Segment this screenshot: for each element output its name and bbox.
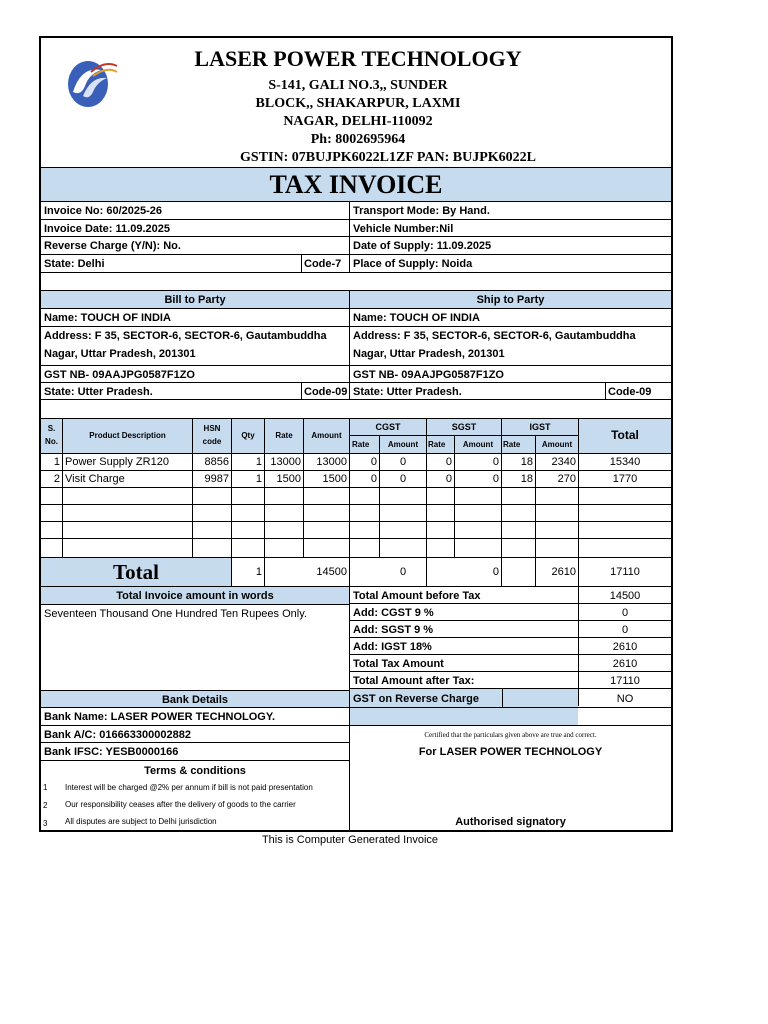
col-sno-1: S. — [47, 424, 56, 433]
company-name: LASER POWER TECHNOLOGY — [194, 46, 522, 71]
invoice-sheet — [39, 36, 673, 832]
ship-to-heading: Ship to Party — [476, 294, 545, 306]
ship-to-address-2: Nagar, Uttar Pradesh, 201301 — [353, 348, 505, 360]
item-1-sgst-amount: 0 — [492, 456, 499, 468]
item-1-cgst-amount: 0 — [399, 456, 407, 468]
col-cgst-rate: Rate — [352, 440, 370, 449]
transport-mode: Transport Mode: By Hand. — [353, 205, 490, 217]
place-of-supply: Place of Supply: Noida — [353, 258, 473, 270]
summary-value-6: 17110 — [610, 675, 640, 687]
vehicle-number: Vehicle Number:Nil — [353, 223, 454, 235]
ship-to-gst: GST NB- 09AAJPG0587F1ZO — [353, 369, 504, 381]
summary-label-5: Total Tax Amount — [353, 658, 444, 670]
col-cgst-amount: Amount — [387, 440, 419, 449]
term-1-num: 1 — [43, 783, 48, 792]
summary-label-2: Add: CGST 9 % — [353, 607, 434, 619]
invoice-title: TAX INVOICE — [269, 170, 443, 199]
item-2-cgst-rate: 0 — [370, 473, 377, 485]
ship-to-name: Name: TOUCH OF INDIA — [353, 312, 480, 324]
col-total: Total — [611, 428, 639, 442]
item-2-sgst-amount: 0 — [492, 473, 499, 485]
col-qty: Qty — [241, 431, 255, 440]
total-igst-amount: 2610 — [551, 566, 576, 578]
item-1-rate: 13000 — [270, 456, 301, 468]
authorised-signatory: Authorised signatory — [455, 816, 566, 828]
col-igst-amount: Amount — [541, 440, 573, 449]
bill-to-name: Name: TOUCH OF INDIA — [44, 312, 171, 324]
item-2-rate: 1500 — [276, 473, 301, 485]
reverse-charge: Reverse Charge (Y/N): No. — [44, 240, 181, 252]
item-1-total: 15340 — [609, 456, 641, 468]
term-3-text: All disputes are subject to Delhi jurisdiction — [65, 817, 217, 826]
bill-to-gst: GST NB- 09AAJPG0587F1ZO — [44, 369, 195, 381]
item-1-igst-rate: 18 — [520, 456, 533, 468]
seller-state: State: Delhi — [44, 258, 105, 270]
reverse-gst-value: NO — [616, 693, 634, 705]
item-2-sno: 2 — [53, 473, 60, 485]
col-igst-rate: Rate — [503, 440, 521, 449]
terms-heading: Terms & conditions — [144, 765, 246, 777]
col-hsn-2: code — [202, 437, 222, 446]
term-1-text: Interest will be charged @2% per annum if bill is not paid presentation — [65, 783, 313, 792]
item-1-qty: 1 — [255, 456, 262, 468]
col-igst: IGST — [529, 422, 551, 432]
bank-heading: Bank Details — [161, 694, 229, 706]
total-label: Total — [113, 560, 159, 584]
bill-to-code: Code-09 — [304, 386, 348, 398]
summary-label-6: Total Amount after Tax: — [353, 675, 475, 687]
col-hsn-1: HSN — [203, 424, 221, 433]
address-line-3: NAGAR, DELHI-110092 — [283, 114, 433, 129]
seller-state-code: Code-7 — [304, 258, 342, 270]
item-1-hsn: 8856 — [204, 456, 229, 468]
item-1-sno: 1 — [53, 456, 60, 468]
item-2-hsn: 9987 — [204, 473, 229, 485]
date-of-supply: Date of Supply: 11.09.2025 — [353, 240, 492, 252]
grand-total: 17110 — [610, 566, 640, 578]
summary-label-3: Add: SGST 9 % — [353, 624, 434, 636]
col-sgst-rate: Rate — [428, 440, 446, 449]
total-sgst-amount: 0 — [492, 566, 499, 578]
col-cgst: CGST — [375, 422, 401, 432]
bill-to-state: State: Utter Pradesh. — [44, 386, 153, 398]
summary-label-4: Add: IGST 18% — [353, 641, 432, 653]
summary-label-1: Total Amount before Tax — [353, 590, 481, 602]
col-sgst-amount: Amount — [462, 440, 494, 449]
bill-to-address-2: Nagar, Uttar Pradesh, 201301 — [44, 348, 196, 360]
item-2-igst-amount: 270 — [557, 473, 576, 485]
col-description: Product Description — [89, 431, 166, 440]
shell-logo-icon — [61, 52, 119, 110]
term-3-num: 3 — [43, 819, 48, 828]
item-2-igst-rate: 18 — [520, 473, 533, 485]
amount-in-words: Seventeen Thousand One Hundred Ten Rupees Only. — [44, 608, 307, 620]
for-company: For LASER POWER TECHNOLOGY — [418, 746, 603, 758]
computer-generated-footer: This is Computer Generated Invoice — [261, 834, 439, 846]
address-line-1: S-141, GALI NO.3,, SUNDER — [268, 78, 448, 93]
item-1-sgst-rate: 0 — [445, 456, 452, 468]
item-1-amount: 13000 — [316, 456, 347, 468]
words-heading: Total Invoice amount in words — [116, 590, 274, 602]
address-line-2: BLOCK,, SHAKARPUR, LAXMI — [255, 96, 461, 111]
item-2-sgst-rate: 0 — [445, 473, 452, 485]
col-sno-2: No. — [45, 437, 58, 446]
ship-to-address-1: Address: F 35, SECTOR-6, SECTOR-6, Gautambuddha — [353, 330, 636, 342]
company-phone: Ph: 8002695964 — [310, 132, 406, 147]
total-qty: 1 — [255, 566, 262, 578]
item-1-cgst-rate: 0 — [370, 456, 377, 468]
summary-value-4: 2610 — [612, 641, 638, 653]
summary-value-3: 0 — [621, 624, 629, 636]
bank-account: Bank A/C: 016663300002882 — [44, 729, 191, 741]
gstin-pan: GSTIN: 07BUJPK6022L1ZF PAN: BUJPK6022L — [240, 150, 536, 165]
item-2-total: 1770 — [612, 473, 638, 485]
bill-to-heading: Bill to Party — [164, 294, 226, 306]
summary-value-2: 0 — [621, 607, 629, 619]
item-1-description: Power Supply ZR120 — [65, 456, 169, 468]
total-amount: 14500 — [316, 566, 347, 578]
summary-value-1: 14500 — [609, 590, 641, 602]
reverse-gst-label: GST on Reverse Charge — [353, 693, 479, 705]
ship-to-code: Code-09 — [608, 386, 652, 398]
bank-ifsc: Bank IFSC: YESB0000166 — [44, 746, 179, 758]
item-2-amount: 1500 — [322, 473, 347, 485]
item-2-description: Visit Charge — [65, 473, 125, 485]
bank-name: Bank Name: LASER POWER TECHNOLOGY. — [44, 711, 276, 723]
total-cgst-amount: 0 — [399, 566, 407, 578]
col-amount: Amount — [311, 431, 342, 440]
summary-value-5: 2610 — [612, 658, 638, 670]
item-1-igst-amount: 2340 — [551, 456, 576, 468]
item-2-cgst-amount: 0 — [399, 473, 407, 485]
invoice-date: Invoice Date: 11.09.2025 — [44, 223, 170, 235]
term-2-text: Our responsibility ceases after the delivery of goods to the carrier — [65, 800, 296, 809]
invoice-no: Invoice No: 60/2025-26 — [44, 205, 163, 217]
term-2-num: 2 — [43, 801, 48, 810]
ship-to-state: State: Utter Pradesh. — [353, 386, 462, 398]
col-sgst: SGST — [451, 422, 477, 432]
bill-to-address-1: Address: F 35, SECTOR-6, SECTOR-6, Gautambuddha — [44, 330, 327, 342]
certified-note: Certified that the particulars given above are true and correct. — [424, 731, 597, 739]
item-2-qty: 1 — [255, 473, 262, 485]
col-rate: Rate — [275, 431, 293, 440]
